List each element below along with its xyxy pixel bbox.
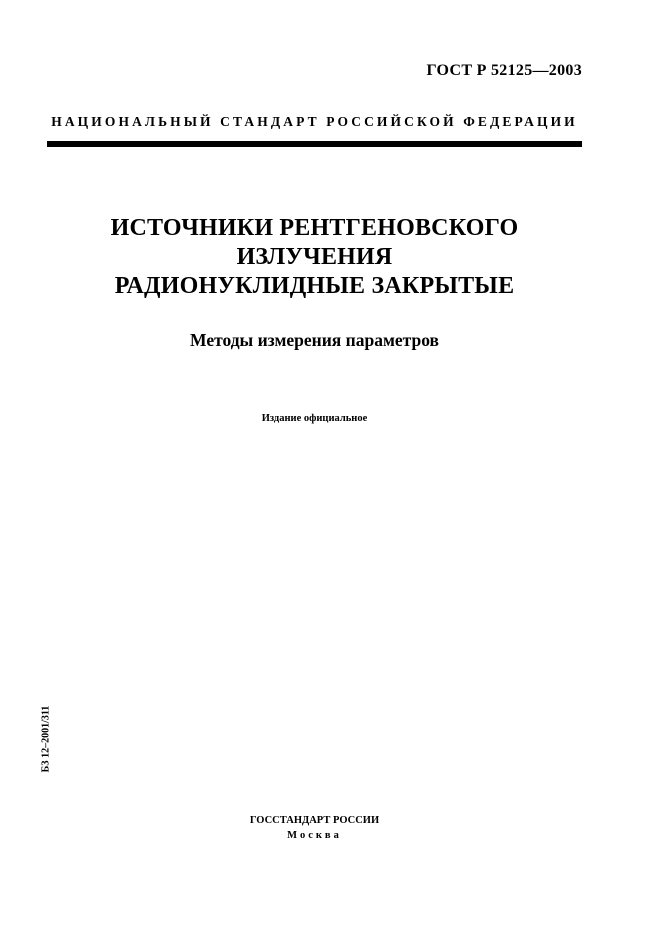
header-divider — [47, 141, 582, 147]
document-title — [47, 214, 582, 301]
title-line: ИЗЛУЧЕНИЯ — [236, 244, 393, 270]
side-registration-code — [38, 696, 54, 782]
side-code-text: БЗ 12–2001/311 — [40, 705, 52, 773]
publication-city: Москва — [287, 830, 342, 841]
publisher-name: ГОССТАНДАРТ РОССИИ — [249, 815, 380, 826]
edition-label: Издание официальное — [261, 413, 368, 424]
title-line: ИСТОЧНИКИ РЕНТГЕНОВСКОГО — [110, 215, 519, 241]
title-line: РАДИОНУКЛИДНЫЕ ЗАКРЫТЫЕ — [114, 273, 515, 299]
document-subtitle: Методы измерения параметров — [190, 330, 439, 350]
standard-category-header: НАЦИОНАЛЬНЫЙ СТАНДАРТ РОССИЙСКОЙ ФЕДЕРАЦИИ — [51, 114, 578, 129]
standard-number: ГОСТ Р 52125—2003 — [426, 62, 582, 79]
